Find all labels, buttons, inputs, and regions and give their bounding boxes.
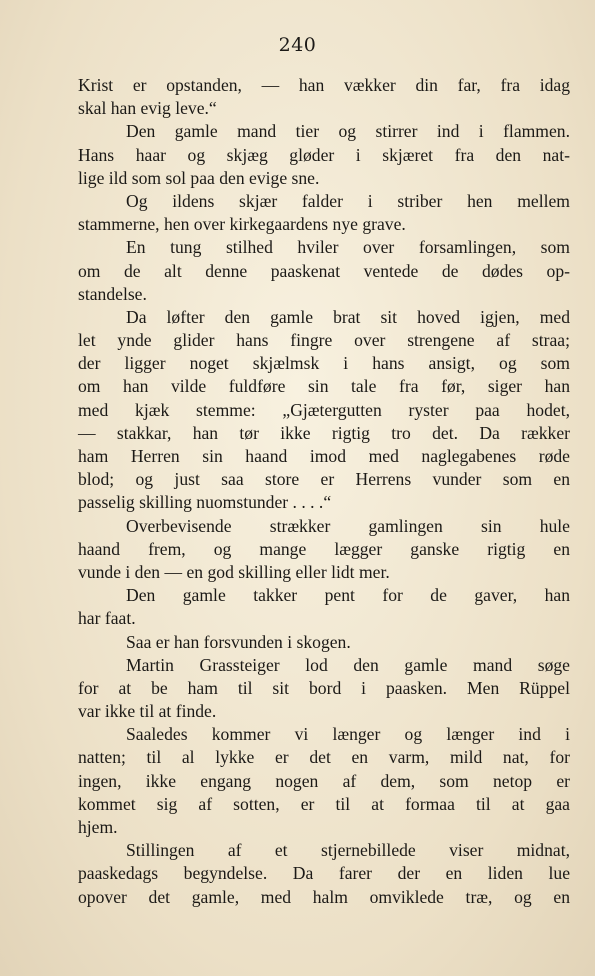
- text-line: Da løfter den gamle brat sit hoved igjen, med: [126, 306, 570, 327]
- text-line: ingen, ikke engang nogen af dem, som netop er: [78, 770, 570, 791]
- text-line: paaskedags begyndelse. Da farer der en liden lue: [78, 863, 570, 884]
- text-line: om han vilde fuldføre sin tale fra før, siger han: [78, 376, 570, 397]
- text-line: standelse.: [78, 283, 147, 304]
- text-line: der ligger noget skjælmsk i hans ansigt, og som: [78, 353, 570, 374]
- text-line: Og ildens skjær falder i striber hen mellem: [126, 190, 570, 211]
- text-line: Martin Grassteiger lod den gamle mand søge: [126, 654, 570, 675]
- text-line: Overbevisende strækker gamlingen sin hule: [126, 515, 570, 536]
- text-line: vunde i den — en god skilling eller lidt mer.: [78, 561, 390, 582]
- text-line: passelig skilling nuomstunder . . . .“: [78, 492, 332, 513]
- text-line: Saa er han forsvunden i skogen.: [126, 631, 351, 652]
- text-line: med kjæk stemme: „Gjætergutten ryster paa hodet,: [78, 399, 570, 420]
- text-line: — stakkar, han tør ikke rigtig tro det. Da rækker: [78, 422, 570, 443]
- text-line: stammerne, hen over kirkegaardens nye grave.: [78, 214, 406, 235]
- text-line: skal han evig leve.“: [78, 98, 217, 119]
- text-line: opover det gamle, med halm omviklede træ, og en: [78, 886, 570, 907]
- text-line: Den gamle mand tier og stirrer ind i flammen.: [126, 121, 570, 142]
- text-line: haand frem, og mange lægger ganske rigtig en: [78, 538, 570, 559]
- text-line: Stillingen af et stjernebillede viser midnat,: [126, 840, 570, 861]
- text-line: Saaledes kommer vi længer og længer ind i: [126, 724, 570, 745]
- text-line: natten; til al lykke er det en varm, mild nat, for: [78, 747, 570, 768]
- text-line: har faat.: [78, 608, 136, 629]
- text-line: Den gamle takker pent for de gaver, han: [126, 585, 570, 606]
- text-line: lige ild som sol paa den evige sne.: [78, 167, 320, 188]
- text-line: hjem.: [78, 817, 118, 837]
- text-line: kommet sig af sotten, er til at formaa til at gaa: [78, 793, 570, 814]
- text-line: ham Herren sin haand imod med naglegabenes røde: [78, 446, 570, 466]
- text-line: blod; og just saa store er Herrens vunder som en: [78, 469, 570, 490]
- text-line: om de alt denne paaskenat ventede de dødes op-: [78, 260, 570, 281]
- text-line: var ikke til at finde.: [78, 701, 217, 722]
- text-line: En tung stilhed hviler over forsamlingen, som: [126, 237, 570, 258]
- page-number: 240: [278, 34, 317, 56]
- body-text: [78, 74, 570, 909]
- text-line: Krist er opstanden, — han vækker din far, fra idag: [78, 75, 570, 95]
- text-line: let ynde glider hans fingre over strengene af straa;: [78, 330, 570, 351]
- text-line: for at be ham til sit bord i paasken. Men Rüppel: [78, 677, 570, 698]
- text-line: Hans haar og skjæg gløder i skjæret fra den nat-: [78, 144, 570, 165]
